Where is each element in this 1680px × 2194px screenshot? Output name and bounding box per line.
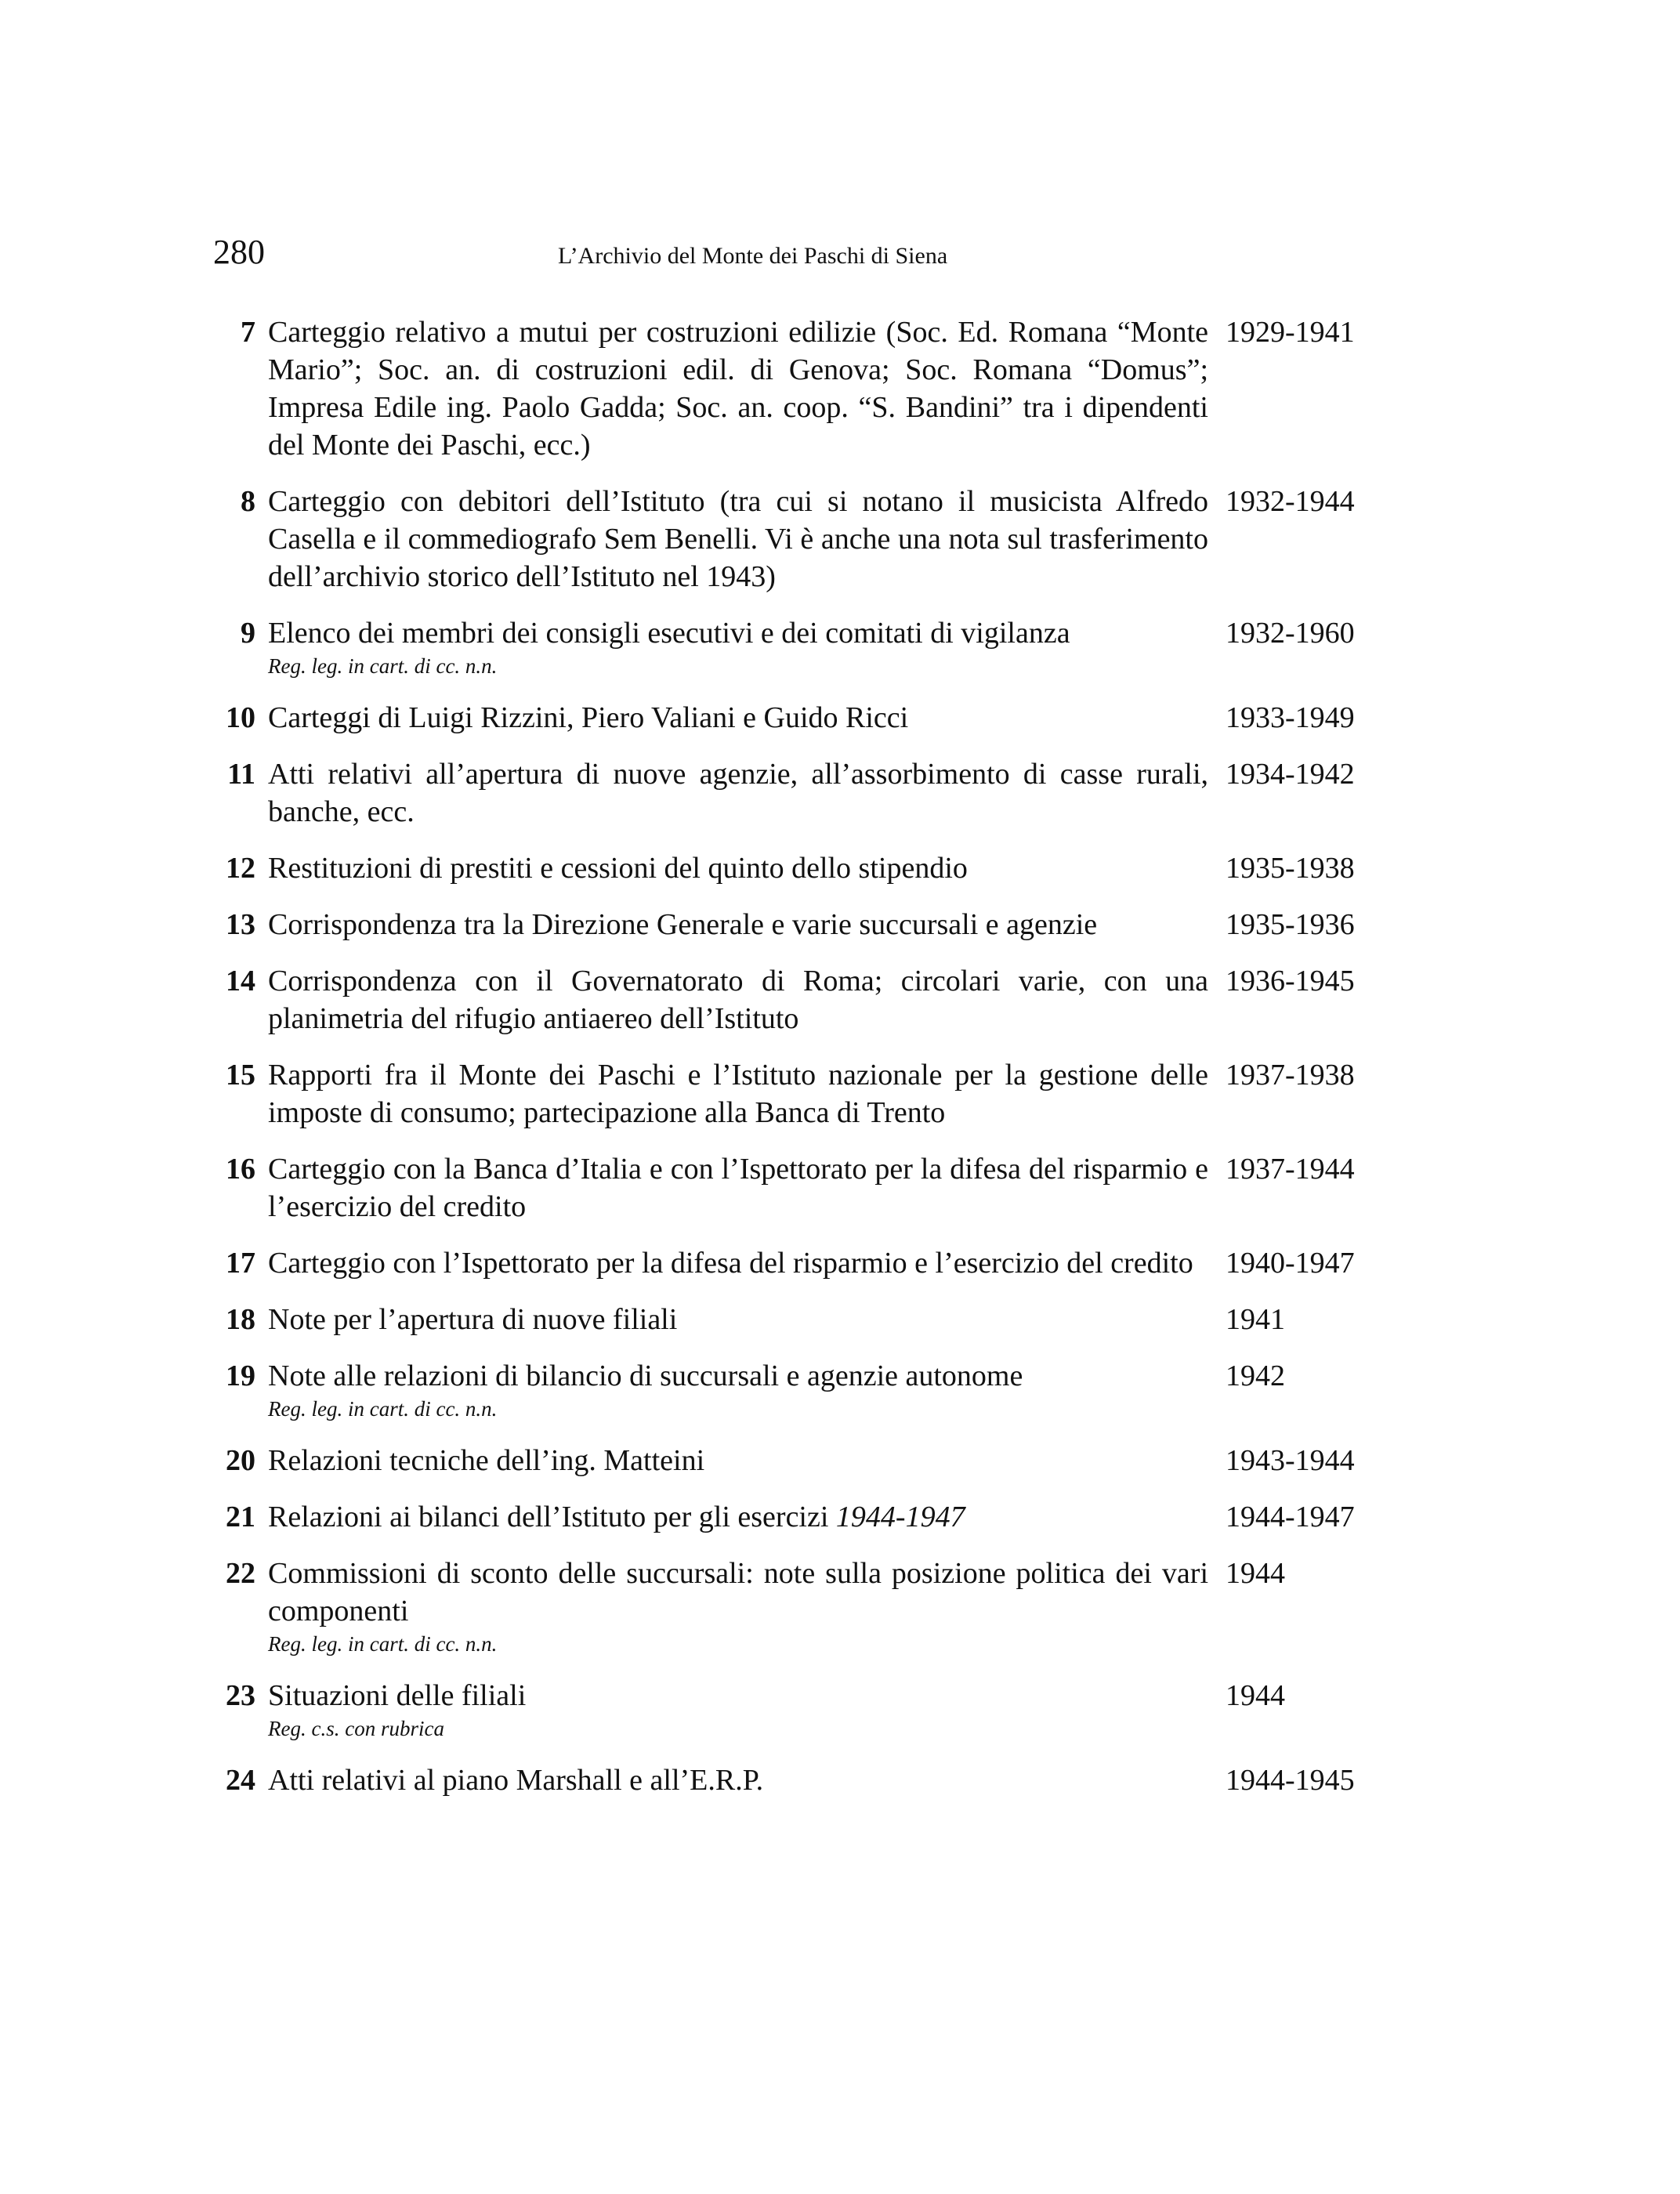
entry-date: 1944 — [1226, 1557, 1285, 1590]
entry-note: Reg. leg. in cart. di cc. n.n. — [268, 654, 498, 678]
entry-date: 1942 — [1226, 1359, 1285, 1392]
entry-number: 9 — [241, 617, 255, 650]
archive-entry — [213, 1498, 1373, 1536]
running-title: L’Archivio del Monte dei Paschi di Siena — [558, 243, 948, 269]
archive-entry — [213, 1442, 1373, 1479]
entry-number: 15 — [226, 1059, 255, 1092]
entry-description-text: Relazioni ai bilanci dell’Istituto per gli esercizi — [268, 1501, 829, 1533]
entry-description-italic: 1944-1947 — [835, 1501, 965, 1533]
entry-date: 1937-1938 — [1226, 1059, 1355, 1092]
archive-entry — [213, 313, 1373, 464]
entry-description: Situazioni delle filiali — [268, 1679, 527, 1712]
entry-description: Atti relativi al piano Marshall e all’E.R.P. — [268, 1764, 764, 1797]
entry-description: Commissioni di sconto delle succursali: note sulla posizione politica dei vari componenti — [268, 1557, 1208, 1627]
entry-number: 14 — [226, 965, 255, 997]
entry-date: 1944 — [1226, 1679, 1285, 1712]
entry-date: 1944-1947 — [1226, 1501, 1355, 1533]
entry-number: 20 — [226, 1444, 255, 1477]
entry-date: 1934-1942 — [1226, 758, 1355, 791]
entry-description: Carteggio con l’Ispettorato per la difesa del risparmio e l’esercizio del credito — [268, 1247, 1193, 1280]
entry-note: Reg. c.s. con rubrica — [268, 1717, 444, 1740]
entry-date: 1936-1945 — [1226, 965, 1355, 997]
entry-date: 1944-1945 — [1226, 1764, 1355, 1797]
entry-number: 12 — [226, 852, 255, 885]
entry-number: 8 — [241, 485, 255, 518]
archive-entry — [213, 906, 1373, 943]
entry-description: Note alle relazioni di bilancio di succursali e agenzie autonome — [268, 1359, 1023, 1392]
entry-description: Carteggio relativo a mutui per costruzioni edilizie (Soc. Ed. Romana “Monte Mario”; Soc. an. di costruzioni edil. di Genova; Soc. Romana “Domus”; Impresa Edile ing. Paolo Gadda; Soc. an. coop. “S. Bandini” tra i dipendenti del Monte dei Paschi, ecc.) — [268, 316, 1208, 462]
archive-entry — [213, 755, 1373, 831]
entry-number: 23 — [226, 1679, 255, 1712]
entry-description: Corrispondenza con il Governatorato di Roma; circolari varie, con una planimetria del rifugio antiaereo dell’Istituto — [268, 965, 1208, 1035]
archive-entry — [213, 1357, 1373, 1423]
entry-description: Restituzioni di prestiti e cessioni del quinto dello stipendio — [268, 852, 968, 885]
entry-number: 18 — [226, 1303, 255, 1336]
entry-number: 17 — [226, 1247, 255, 1280]
entry-date: 1929-1941 — [1226, 316, 1355, 349]
archive-entry — [213, 849, 1373, 887]
entry-number: 7 — [241, 316, 255, 349]
entry-number: 22 — [226, 1557, 255, 1590]
archive-entry — [213, 614, 1373, 680]
entry-number: 13 — [226, 908, 255, 941]
entry-note: Reg. leg. in cart. di cc. n.n. — [268, 1632, 498, 1656]
entry-date: 1935-1936 — [1226, 908, 1355, 941]
archive-entry — [213, 1244, 1373, 1282]
entry-description: Elenco dei membri dei consigli esecutivi e dei comitati di vigilanza — [268, 617, 1070, 650]
entry-number: 19 — [226, 1359, 255, 1392]
entry-description: Corrispondenza tra la Direzione Generale e varie succursali e agenzie — [268, 908, 1098, 941]
archive-entry — [213, 1555, 1373, 1658]
entry-description — [268, 1498, 1208, 1536]
entry-description: Relazioni tecniche dell’ing. Matteini — [268, 1444, 705, 1477]
entry-description: Carteggi di Luigi Rizzini, Piero Valiani e Guido Ricci — [268, 701, 909, 734]
archive-entry-list — [213, 313, 1373, 1818]
entry-date: 1933-1949 — [1226, 701, 1355, 734]
entry-date: 1935-1938 — [1226, 852, 1355, 885]
archive-entry — [213, 1150, 1373, 1226]
entry-number: 11 — [227, 758, 255, 791]
entry-note: Reg. leg. in cart. di cc. n.n. — [268, 1397, 498, 1421]
entry-description: Carteggio con la Banca d’Italia e con l’Ispettorato per la difesa del risparmio e l’esercizio del credito — [268, 1153, 1208, 1223]
page-header — [213, 232, 1373, 279]
entry-number: 16 — [226, 1153, 255, 1186]
entry-description: Atti relativi all’apertura di nuove agenzie, all’assorbimento di casse rurali, banche, ecc. — [268, 758, 1208, 828]
entry-number: 24 — [226, 1764, 255, 1797]
entry-description: Rapporti fra il Monte dei Paschi e l’Istituto nazionale per la gestione delle imposte di consumo; partecipazione alla Banca di Trento — [268, 1059, 1208, 1129]
archive-entry — [213, 699, 1373, 737]
entry-description: Carteggio con debitori dell’Istituto (tra cui si notano il musicista Alfredo Casella e il commediografo Sem Benelli. Vi è anche una nota sul trasferimento dell’archivio storico dell’Istituto nel 1943) — [268, 485, 1208, 593]
archive-entry — [213, 1301, 1373, 1338]
entry-number: 10 — [226, 701, 255, 734]
archive-entry — [213, 1677, 1373, 1743]
archive-entry — [213, 483, 1373, 596]
archive-entry — [213, 1761, 1373, 1799]
archive-entry — [213, 962, 1373, 1037]
entry-date: 1937-1944 — [1226, 1153, 1355, 1186]
entry-date: 1940-1947 — [1226, 1247, 1355, 1280]
entry-description: Note per l’apertura di nuove filiali — [268, 1303, 678, 1336]
archive-entry — [213, 1056, 1373, 1131]
entry-date: 1941 — [1226, 1303, 1285, 1336]
entry-date: 1932-1944 — [1226, 485, 1355, 518]
page-number: 280 — [213, 233, 265, 271]
entry-date: 1932-1960 — [1226, 617, 1355, 650]
entry-number: 21 — [226, 1501, 255, 1533]
entry-date: 1943-1944 — [1226, 1444, 1355, 1477]
